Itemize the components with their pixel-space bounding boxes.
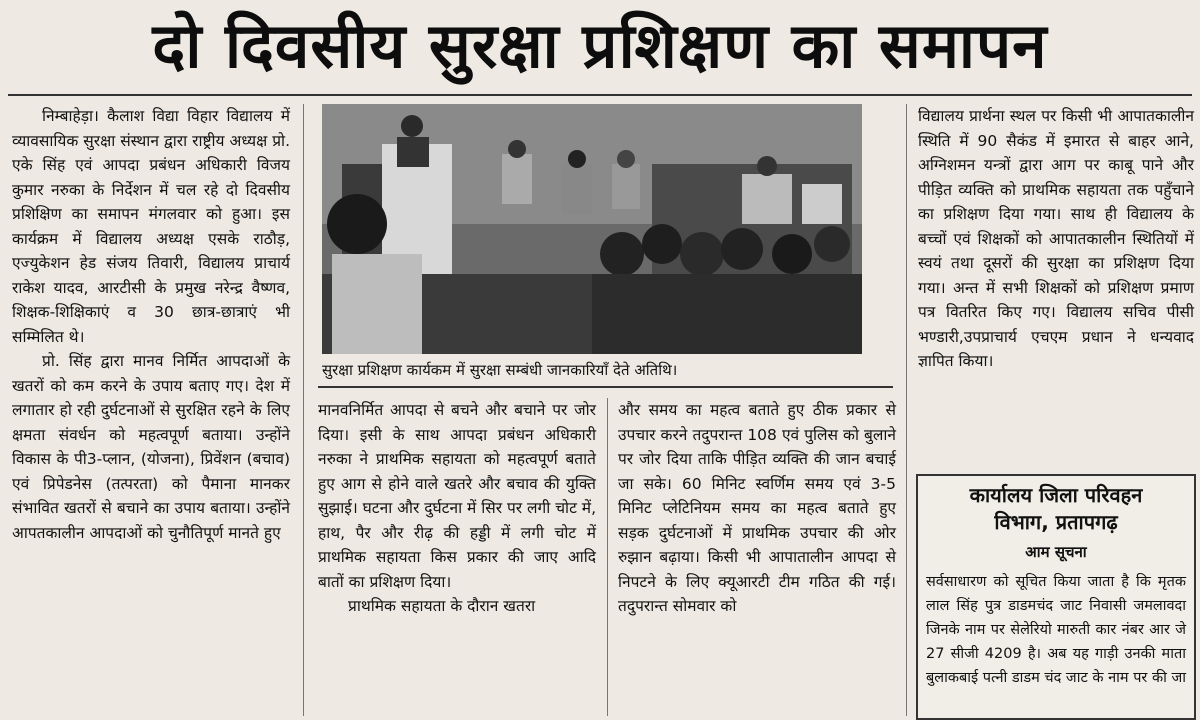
public-notice-box: [916, 474, 1196, 720]
column-divider: [303, 104, 304, 716]
event-photo: [322, 104, 862, 354]
headline-rule: [8, 94, 1192, 96]
notice-title-line-1: कार्यालय जिला परिवहन: [969, 483, 1143, 507]
photo-rule: [318, 386, 893, 388]
event-photo-image: [322, 104, 862, 354]
article-column-4: [918, 104, 1194, 374]
headline: दो दिवसीय सुरक्षा प्रशिक्षण का समापन: [152, 9, 1048, 82]
article-paragraph: विद्यालय प्रार्थना स्थल पर किसी भी आपातकालीन स्थिति में 90 सैकंड में इमारत से बाहर आने, अग्निशमन यन्त्रों द्वारा आग पर काबू पाने और पीड़ित व्यक्ति को प्राथमिक सहायता तक पहुँचाने का प्रशिक्षण दिया गया। साथ ही विद्यालय के बच्चों एवं शिक्षकों को आपातकालीन स्थितियों में स्वयं तथा दूसरों की सुरक्षा का प्रशिक्षण दिया गया। अन्त में सभी शिक्षकों को प्रशिक्षण प्रमाण पत्र वितरित किए गए। विद्यालय सचिव पीसी भण्डारी,उपप्राचार्य एचएम प्रधान ने धन्यवाद ज्ञापित किया।: [918, 107, 1194, 370]
column-divider: [607, 398, 608, 716]
article-column-2: [318, 398, 596, 619]
photo-caption: सुरक्षा प्रशिक्षण कार्यकम में सुरक्षा सम्बंधी जानकारियाँ देते अतिथि।: [322, 361, 678, 379]
article-paragraph: और समय का महत्व बताते हुए ठीक प्रकार से उपचार करने तदुपरान्त 108 एवं पुलिस को बुलाने पर जोर दिया ताकि पीड़ित व्यक्ति की जान बचाई जा सके। 60 मिनिट स्वर्णिम समय एवं 3-5 मिनिट प्लेटिनियम समय का महत्व बताते हुए सड़क दुर्घटनाओं में प्राथमिक उपचार की ओर रुझान बढ़ाया। किसी भी आपातालीन आपदा से निपटने के लिए क्यूआरटी टीम गठित की गई। तदुपरान्त सोमवार को: [618, 401, 896, 615]
column-divider: [906, 104, 907, 716]
article-column-3: [618, 398, 896, 619]
article-paragraph: निम्बाहेड़ा। कैलाश विद्या विहार विद्यालय में व्यावसायिक सुरक्षा संस्थान द्वारा राष्ट्रीय अध्यक्ष प्रो. एके सिंह एवं आपदा प्रबंधन अधिकारी विजय कुमार नरुका के निर्देशन में चल रहे दो दिवसीय प्रशिक्षिण का समापन मंगलवार को हुआ। इस कार्यक्रम में विद्यालय अध्यक्ष एसके राठौड़, एज्युकेशन हेड संजय तिवारी, विद्यालय प्राचार्य राकेश यादव, आरटीसी के प्रमुख नरेन्द्र वैष्णव, शिक्षक-शिक्षिकाएं व 30 छात्र-छात्राएं भी सम्मिलित थे।: [12, 107, 290, 346]
article-column-1: [12, 104, 290, 545]
notice-subtitle: आम सूचना: [1025, 543, 1087, 561]
notice-title-line-2: विभाग, प्रतापगढ़: [994, 510, 1118, 534]
article-paragraph: प्रो. सिंह द्वारा मानव निर्मित आपदाओं के खतरों को कम करने के उपाय बताए गए। देश में लगातार हो रही दुर्घटनाओं से सुरक्षित रहने के लिए क्षमता संवर्धन को महत्वपूर्ण बताया। उन्होंने विकास के पी3-प्लान, (योजना), प्रिवेंशन (बचाव) एवं प्रिपेडनेस (तत्परता) को पैमाना मानकर संभावित खतरों से बचाने का उपाय बताया। उन्होंने आपतकालीन आपदाओं को चुनौतिपूर्ण मानते हुए: [12, 352, 290, 542]
notice-body: सर्वसाधारण को सूचित किया जाता है कि मृतक लाल सिंह पुत्र डाडमचंद जाट निवासी जमलावदा जिनके नाम पर सेलेरियो मारुती कार नंबर आर जे 27 सीजी 4209 है। अब यह गाड़ी उनकी माता बुलाकबाई पत्नी डाडम चंद जाट के नाम पर की जा: [926, 574, 1186, 686]
article-paragraph: प्राथमिक सहायता के दौरान खतरा: [348, 597, 536, 615]
article-paragraph: मानवनिर्मित आपदा से बचने और बचाने पर जोर दिया। इसी के साथ आपदा प्रबंधन अधिकारी नरुका ने प्राथमिक सहायता को महत्वपूर्ण बताते हुए आग से होने वाले खतरे और बचाव की युक्ति सुझाई। घटना और दुर्घटना में सिर पर लगी चोट में, हाथ, पैर और रीढ़ की हड्डी में लगी चोट में प्राथमिक सहायता किस प्रकार की जाए आदि बातों का प्रशिक्षण दिया।: [318, 401, 597, 591]
